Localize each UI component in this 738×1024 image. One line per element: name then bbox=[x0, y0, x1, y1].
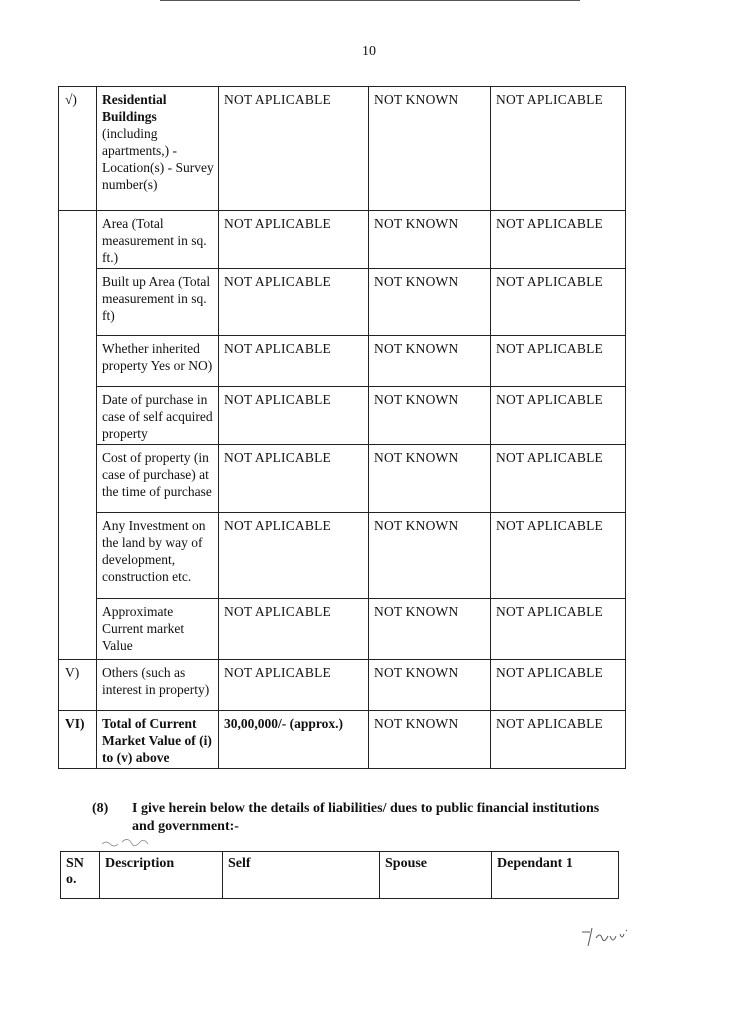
header-sno: SN o. bbox=[61, 852, 100, 899]
self-cell: NOT APLICABLE bbox=[219, 387, 369, 445]
dependant-cell: NOT APLICABLE bbox=[491, 211, 626, 269]
description-detail: (including apartments,) -Location(s) - Survey number(s) bbox=[102, 126, 214, 192]
sn-cell bbox=[59, 336, 97, 387]
spouse-cell: NOT KNOWN bbox=[369, 660, 491, 711]
self-cell: NOT APLICABLE bbox=[219, 269, 369, 336]
self-cell: NOT APLICABLE bbox=[219, 445, 369, 513]
dependant-cell: NOT APLICABLE bbox=[491, 711, 626, 769]
self-cell: NOT APLICABLE bbox=[219, 336, 369, 387]
page-number: 10 bbox=[362, 44, 376, 59]
table-row bbox=[59, 336, 626, 387]
description-cell: Built up Area (Total measurement in sq. ft) bbox=[97, 269, 219, 336]
spouse-cell: NOT KNOWN bbox=[369, 513, 491, 599]
description-cell: Cost of property (in case of purchase) at the time of purchase bbox=[97, 445, 219, 513]
description-cell: Area (Total measurement in sq. ft.) bbox=[97, 211, 219, 269]
description-cell: Approximate Current market Value bbox=[97, 599, 219, 660]
section-text-line2: and government:- bbox=[132, 819, 239, 834]
sn-cell bbox=[59, 445, 97, 513]
spouse-cell: NOT KNOWN bbox=[369, 599, 491, 660]
dependant-cell: NOT APLICABLE bbox=[491, 445, 626, 513]
dependant-cell: NOT APLICABLE bbox=[491, 87, 626, 211]
signature-initials bbox=[578, 922, 638, 952]
sn-cell bbox=[59, 269, 97, 336]
header-dependant-1: Dependant 1 bbox=[492, 852, 619, 899]
table-header-row bbox=[61, 852, 619, 899]
spouse-cell: NOT KNOWN bbox=[369, 269, 491, 336]
self-cell: 30,00,000/- (approx.) bbox=[219, 711, 369, 769]
handwritten-scribble bbox=[100, 832, 160, 852]
section-8-text bbox=[92, 800, 652, 836]
section-number: (8) bbox=[92, 801, 109, 816]
header-description: Description bbox=[100, 852, 223, 899]
description-cell: Whether inherited property Yes or NO) bbox=[97, 336, 219, 387]
description-cell: Any Investment on the land by way of development, construction etc. bbox=[97, 513, 219, 599]
section-text-line1: I give herein below the details of liabilities/ dues to public financial institutions bbox=[132, 801, 600, 816]
self-cell: NOT APLICABLE bbox=[219, 513, 369, 599]
table-row bbox=[59, 387, 626, 445]
sn-cell bbox=[59, 387, 97, 445]
sn-cell bbox=[59, 211, 97, 269]
sn-cell bbox=[59, 513, 97, 599]
self-cell: NOT APLICABLE bbox=[219, 599, 369, 660]
liabilities-table bbox=[60, 851, 619, 899]
dependant-cell: NOT APLICABLE bbox=[491, 660, 626, 711]
table-row bbox=[59, 87, 626, 211]
description-cell bbox=[97, 87, 219, 211]
table-row bbox=[59, 599, 626, 660]
table-row bbox=[59, 711, 626, 769]
table-row bbox=[59, 660, 626, 711]
header-spouse: Spouse bbox=[380, 852, 492, 899]
self-cell: NOT APLICABLE bbox=[219, 660, 369, 711]
table-row bbox=[59, 211, 626, 269]
sn-cell: √) bbox=[59, 87, 97, 211]
table-row bbox=[59, 513, 626, 599]
spouse-cell: NOT KNOWN bbox=[369, 711, 491, 769]
description-heading: Residential Buildings bbox=[102, 92, 167, 124]
table-row bbox=[59, 445, 626, 513]
assets-table bbox=[58, 86, 626, 769]
spouse-cell: NOT KNOWN bbox=[369, 87, 491, 211]
spouse-cell: NOT KNOWN bbox=[369, 336, 491, 387]
description-cell: Total of Current Market Value of (i) to (v) above bbox=[97, 711, 219, 769]
dependant-cell: NOT APLICABLE bbox=[491, 513, 626, 599]
dependant-cell: NOT APLICABLE bbox=[491, 336, 626, 387]
self-cell: NOT APLICABLE bbox=[219, 87, 369, 211]
spouse-cell: NOT KNOWN bbox=[369, 445, 491, 513]
top-rule bbox=[160, 0, 580, 2]
description-cell: Date of purchase in case of self acquired property bbox=[97, 387, 219, 445]
spouse-cell: NOT KNOWN bbox=[369, 387, 491, 445]
dependant-cell: NOT APLICABLE bbox=[491, 269, 626, 336]
dependant-cell: NOT APLICABLE bbox=[491, 387, 626, 445]
sn-cell: V) bbox=[59, 660, 97, 711]
sn-cell bbox=[59, 599, 97, 660]
description-cell: Others (such as interest in property) bbox=[97, 660, 219, 711]
sn-cell: VI) bbox=[59, 711, 97, 769]
self-cell: NOT APLICABLE bbox=[219, 211, 369, 269]
dependant-cell: NOT APLICABLE bbox=[491, 599, 626, 660]
spouse-cell: NOT KNOWN bbox=[369, 211, 491, 269]
table-row bbox=[59, 269, 626, 336]
header-self: Self bbox=[223, 852, 380, 899]
